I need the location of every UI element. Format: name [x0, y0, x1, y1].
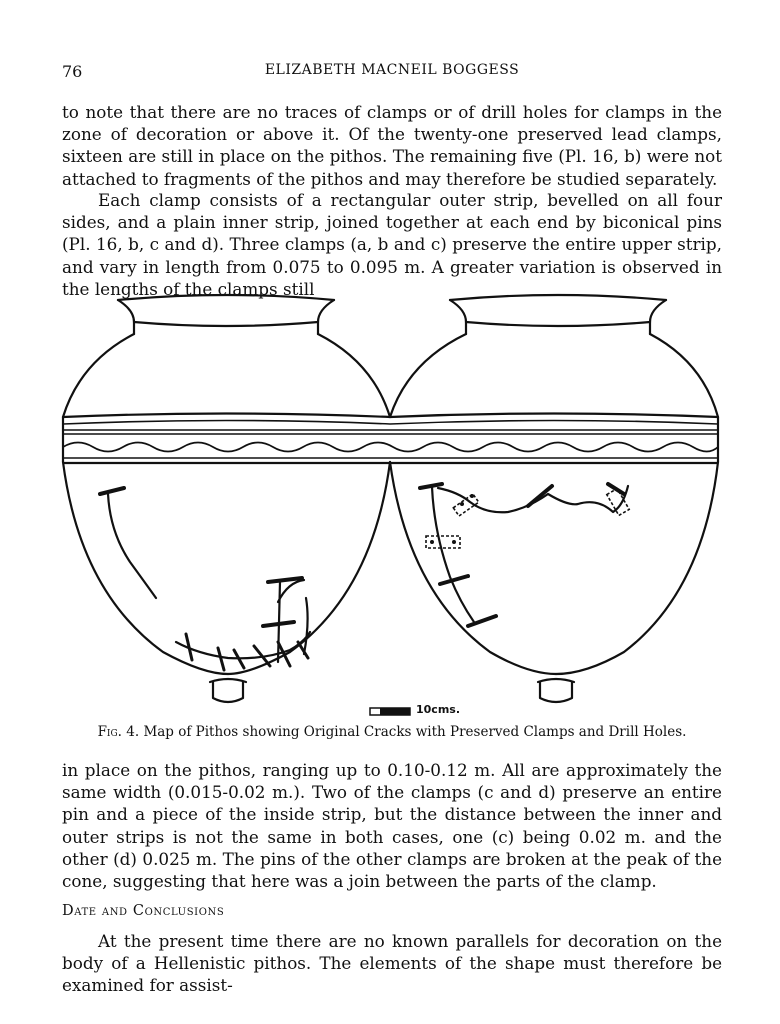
pithos-figure	[58, 282, 724, 722]
section-heading: Date and Conclusions	[62, 903, 225, 919]
decorative-band	[63, 414, 718, 464]
right-pithos	[390, 295, 718, 702]
figure-caption	[62, 724, 722, 740]
page-number: 76	[62, 62, 83, 81]
paragraph-1: to note that there are no traces of clamps or of drill holes for clamps in the zone of decoration or above it. Of the twenty-one preserved lead clamps, sixteen are still in place on the pithos. The remaining five (Pl. 16, b) were not attached to fragments of the pithos and may therefore be studied separately.	[62, 102, 722, 189]
paragraph-2: Each clamp consists of a rectangular outer strip, bevelled on all four sides, and a plain inner strip, joined together at each end by biconical pins (Pl. 16, b, c and d). Three clamps (a, b and c) preserve the entire upper strip, and vary in length from 0.075 to 0.095 m. A greater variation is observed in the lengths of the clamps still	[62, 190, 722, 299]
running-head: ELIZABETH MACNEIL BOGGESS	[264, 62, 520, 78]
drill-holes	[426, 489, 629, 548]
scale-bar	[370, 708, 410, 715]
paragraph-3: in place on the pithos, ranging up to 0.10-0.12 m. All are approximately the same width (0.015-0.02 m.). Two of the clamps (c and d) preserve an entire pin and a piece of the inside strip, but the distance between the inner and outer strips is not the same in both cases, one (c) being 0.02 m. and the other (d) 0.025 m. The pins of the other clamps are broken at the peak of the cone, suggesting that here was a join between the parts of the clamp.	[62, 760, 722, 892]
figure-label: Fig. 4.	[97, 724, 140, 740]
left-pithos	[63, 295, 390, 702]
page-header	[62, 62, 722, 86]
paragraph-4: At the present time there are no known parallels for decoration on the body of a Hellenistic pithos. The elements of the shape must therefore be examined for assist-	[62, 931, 722, 996]
figure-caption-text: Map of Pithos showing Original Cracks with Preserved Clamps and Drill Holes.	[143, 724, 687, 740]
pithos-drawing	[58, 282, 724, 722]
scale-label: 10cms.	[416, 703, 461, 716]
